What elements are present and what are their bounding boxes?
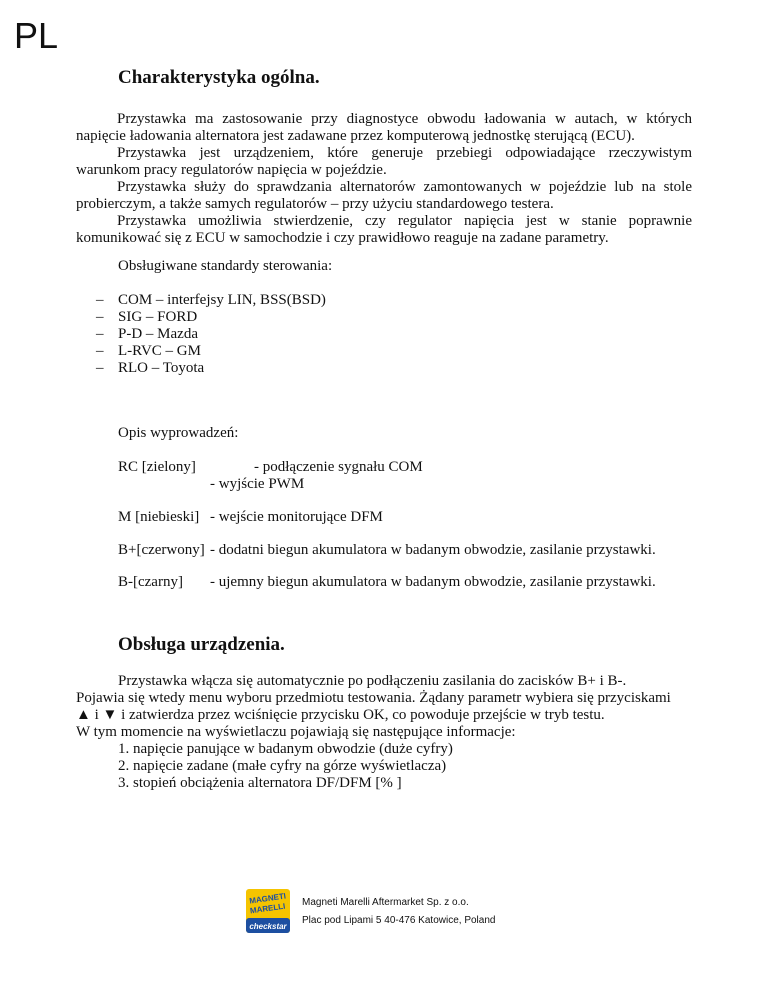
standard-item: SIG – FORD: [118, 309, 198, 325]
pin-name: M [niebieski]: [118, 509, 200, 525]
pin-description: - ujemny biegun akumulatora w badanym obwodzie, zasilanie przystawki.: [210, 574, 656, 590]
standard-item: RLO – Toyota: [118, 360, 205, 376]
numbered-item: 3. stopień obciążenia alternatora DF/DFM [% ]: [118, 775, 402, 791]
paragraph: Przystawka ma zastosowanie przy diagnostyce obwodu ładowania w autach, w których napięcie ładowania alternatora jest zadawane przez komputerową jednostkę sterującą (ECU).: [76, 111, 692, 144]
general-description: [76, 111, 692, 247]
operation-text-line: ▲ i ▼ i zatwierdza przez wciśnięcie przycisku OK, co powoduje przejście w tryb testu.: [76, 707, 605, 723]
paragraph: Przystawka umożliwia stwierdzenie, czy regulator napięcia jest w stanie poprawnie komunikować się z ECU w samochodzie i czy prawidłowo reaguje na zadane parametry.: [76, 213, 692, 246]
paragraph: Przystawka służy do sprawdzania alternatorów zamontowanych w pojeździe lub na stole probierczym, a także samych regulatorów – przy użyciu standardowego testera.: [76, 179, 692, 212]
pin-name: B-[czarny]: [118, 574, 183, 590]
footer-company: Magneti Marelli Aftermarket Sp. z o.o.: [302, 897, 469, 908]
pins-label: Opis wyprowadzeń:: [118, 425, 239, 441]
operation-text-line: Pojawia się wtedy menu wyboru przedmiotu testowania. Żądany parametr wybiera się przyciskami: [76, 690, 671, 706]
dash-bullet: –: [96, 326, 104, 342]
section-title-general: Charakterystyka ogólna.: [118, 67, 320, 88]
standard-item: L-RVC – GM: [118, 343, 201, 359]
numbered-item: 2. napięcie zadane (małe cyfry na górze wyświetlacza): [118, 758, 447, 774]
logo-text-mid: MARELLI: [249, 901, 286, 916]
magneti-marelli-logo: [246, 889, 290, 933]
section-title-operation: Obsługa urządzenia.: [118, 634, 285, 655]
numbered-item: 1. napięcie panujące w badanym obwodzie (duże cyfry): [118, 741, 453, 757]
dash-bullet: –: [96, 292, 104, 308]
language-label: PL: [14, 15, 59, 56]
pin-description: - wejście monitorujące DFM: [210, 509, 383, 525]
pin-description: - podłączenie sygnału COM: [254, 459, 423, 475]
standard-item: COM – interfejsy LIN, BSS(BSD): [118, 292, 326, 308]
pin-description: - wyjście PWM: [210, 476, 305, 492]
pin-name: B+[czerwony]: [118, 542, 205, 558]
dash-bullet: –: [96, 343, 104, 359]
logo-text-bottom: checkstar: [249, 922, 287, 931]
paragraph: Przystawka jest urządzeniem, które generuje przebiegi odpowiadające rzeczywistym warunkom pracy regulatorów napięcia w pojeździe.: [76, 145, 692, 178]
standards-label: Obsługiwane standardy sterowania:: [118, 258, 333, 274]
pin-description: - dodatni biegun akumulatora w badanym obwodzie, zasilanie przystawki.: [210, 542, 656, 558]
pin-name: RC [zielony]: [118, 459, 196, 475]
logo-text-top: MAGNETI: [248, 891, 287, 906]
dash-bullet: –: [96, 360, 104, 376]
standard-item: P-D – Mazda: [118, 326, 198, 342]
footer-address: Plac pod Lipami 5 40-476 Katowice, Poland: [302, 915, 496, 926]
operation-text-line: W tym momencie na wyświetlaczu pojawiają się następujące informacje:: [76, 724, 516, 740]
dash-bullet: –: [96, 309, 104, 325]
operation-text-line: Przystawka włącza się automatycznie po podłączeniu zasilania do zacisków B+ i B-.: [118, 673, 627, 689]
